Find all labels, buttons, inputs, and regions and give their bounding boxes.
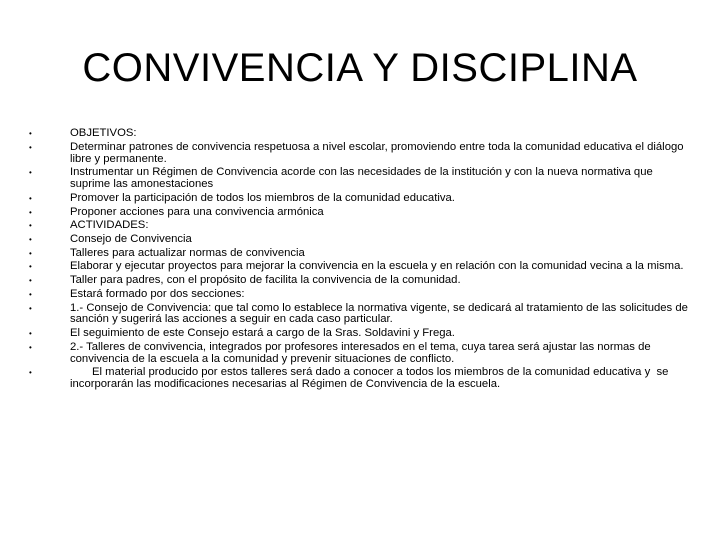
list-item: [24, 261, 688, 273]
bullet-icon: •: [29, 262, 32, 272]
list-item-text: Proponer acciones para una convivencia armónica: [70, 205, 324, 218]
list-item-text: OBJETIVOS:: [70, 127, 137, 139]
list-item: [24, 207, 688, 219]
list-item: [24, 128, 688, 140]
bullet-icon: •: [29, 129, 32, 138]
bullet-icon: •: [29, 142, 32, 152]
bullet-icon: •: [29, 235, 32, 245]
bullet-list: [24, 128, 688, 393]
list-item: [24, 248, 688, 260]
list-item: [24, 303, 688, 327]
list-item-text: Determinar patrones de convivencia respetuosa a nivel escolar, promoviendo entre toda la comunidad educativa el diálogo libre y permanente.: [70, 140, 684, 165]
list-item-text: 1.- Consejo de Convivencia: que tal como lo establece la normativa vigente, se dedicará al tratamiento de las solicitudes de sanción y sugerirá las acciones a seguir en cada caso particular.: [70, 301, 688, 326]
list-item: [24, 342, 688, 366]
bullet-icon: •: [29, 329, 32, 339]
bullet-icon: •: [29, 207, 32, 217]
bullet-icon: •: [29, 289, 32, 299]
list-item-text: El material producido por estos talleres será dado a conocer a todos los miembros de la comunidad educativa y se incorporarán las modificaciones necesarias al Régimen de Convivencia de la escuela.: [70, 366, 672, 391]
slide-title: CONVIVENCIA Y DISCIPLINA: [82, 46, 638, 90]
list-item: [24, 234, 688, 246]
list-item: [24, 220, 688, 232]
bullet-icon: •: [29, 221, 32, 231]
bullet-icon: •: [29, 276, 32, 286]
list-item: [24, 275, 688, 287]
bullet-icon: •: [29, 368, 32, 378]
list-item: [24, 167, 688, 191]
list-item-text: Instrumentar un Régimen de Convivencia acorde con las necesidades de la institución y con la nueva normativa que suprime las amonestaciones: [70, 166, 653, 191]
bullet-icon: •: [29, 248, 32, 258]
bullet-icon: •: [29, 168, 32, 178]
list-item-text: Elaborar y ejecutar proyectos para mejorar la convivencia en la escuela y en relación con la comunidad vecina a la misma.: [70, 260, 684, 273]
list-item: [24, 289, 688, 301]
bullet-icon: •: [29, 303, 32, 313]
bullet-icon: •: [29, 193, 32, 203]
list-item-text: Promover la participación de todos los miembros de la comunidad educativa.: [70, 191, 455, 204]
list-item-text: Taller para padres, con el propósito de facilita la convivencia de la comunidad.: [70, 274, 461, 287]
list-item-text: 2.- Talleres de convivencia, integrados por profesores interesados en el tema, cuya tarea será ajustar las normas de convivencia de la escuela a la comunidad y prevenir situaciones de conflicto.: [70, 340, 651, 365]
list-item-text: ACTIVIDADES:: [70, 219, 149, 232]
list-item: [24, 367, 688, 391]
list-item: [24, 328, 688, 340]
list-item-text: Estará formado por dos secciones:: [70, 287, 245, 300]
list-item-text: Consejo de Convivencia: [70, 233, 192, 246]
bullet-icon: •: [29, 342, 32, 352]
list-item: [24, 193, 688, 205]
list-item-text: Talleres para actualizar normas de convivencia: [70, 246, 305, 259]
list-item-text: El seguimiento de este Consejo estará a cargo de la Sras. Soldavini y Frega.: [70, 327, 455, 340]
list-item: [24, 142, 688, 166]
